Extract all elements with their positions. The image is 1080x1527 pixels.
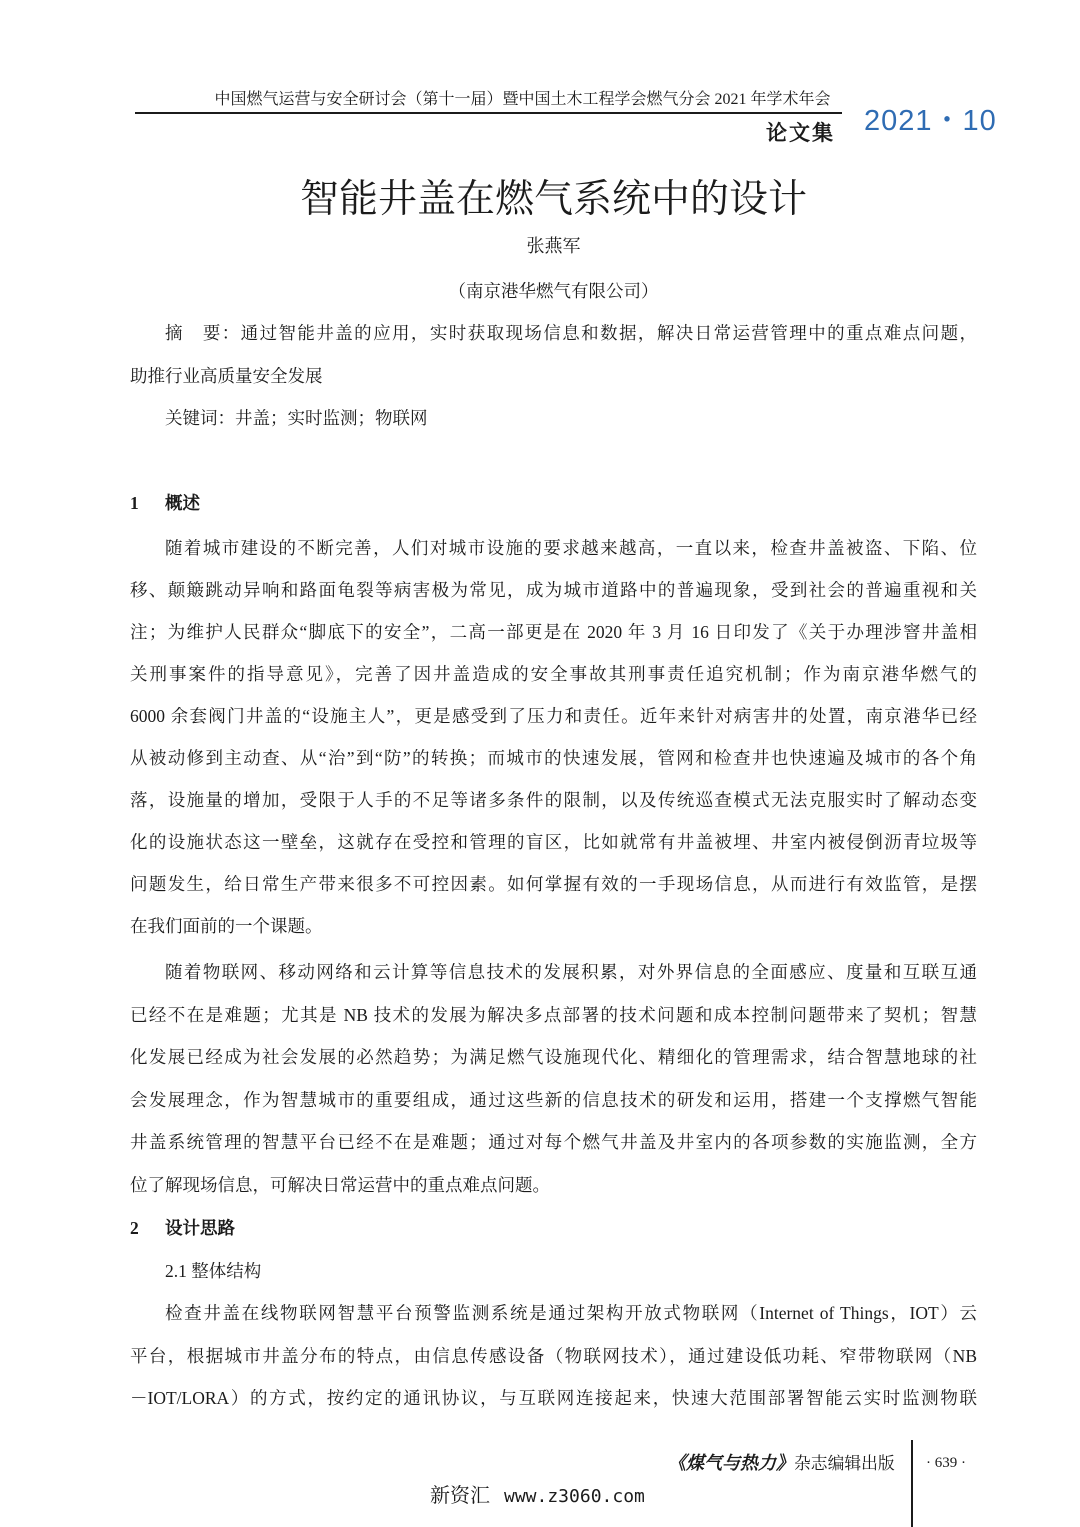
body-text-line: 随着城市建设的不断完善，人们对城市设施的要求越来越高，一直以来，检查井盖被盗、下陷、位	[165, 538, 977, 558]
paragraph	[130, 951, 977, 1207]
body-text-line: 位了解现场信息，可解决日常运营中的重点难点问题。	[130, 1174, 550, 1195]
abstract	[130, 312, 977, 398]
author-name: 张燕军	[526, 236, 581, 256]
abstract-line: 摘 要：通过智能井盖的应用，实时获取现场信息和数据，解决日常运营管理中的重点难点问题，	[165, 323, 977, 343]
watermark	[430, 1483, 645, 1511]
header-rule	[135, 112, 842, 114]
subsection-heading: 2.1 整体结构	[165, 1261, 262, 1281]
body-text-line: 随着物联网、移动网络和云计算等信息技术的发展积累，对外界信息的全面感应、度量和互联互通	[165, 962, 977, 982]
body-text-line: －IOT/LORA）的方式，按约定的通讯协议，与互联网连接起来，快速大范围部署智能云实时监测物联	[130, 1388, 977, 1408]
conference-header: 中国燃气运营与安全研讨会（第十一届）暨中国土木工程学会燃气分会 2021 年学术年会	[214, 91, 831, 108]
paragraph	[130, 527, 977, 947]
watermark-name: 新资汇	[430, 1485, 490, 1507]
body-text-line: 井盖系统管理的智慧平台已经不在是难题；通过对每个燃气井盖及井室内的各项参数的实施监测，全方	[130, 1132, 977, 1153]
keywords	[130, 397, 977, 439]
proceedings-label: 论文集	[766, 121, 835, 145]
body-text-line: 平台，根据城市井盖分布的特点，由信息传感设备（物联网技术），通过建设低功耗、窄带物联网（NB	[130, 1345, 977, 1366]
body-text-line: 化的设施状态这一壁垒，这就存在受控和管理的盲区，比如就常有井盖被埋、井室内被侵倒沥青垃圾等	[130, 832, 977, 852]
paragraph	[130, 1292, 977, 1420]
section-heading	[130, 482, 977, 524]
body-text-line: 关刑事案件的指导意见》，完善了因井盖造成的安全事故其刑事责任追究机制；作为南京港华燃气的	[130, 664, 977, 684]
body-text-line: 在我们面前的一个课题。	[130, 916, 323, 936]
body-text-line: 6000 余套阀门井盖的“设施主人”，更是感受到了压力和责任。近年来针对病害井的处置，南京港华已经	[130, 706, 977, 726]
body-text-line: 化发展已经成为社会发展的必然趋势；为满足燃气设施现代化、精细化的管理需求，结合智慧地球的社	[130, 1047, 977, 1068]
section-heading	[130, 1207, 977, 1249]
publisher-note: 杂志编辑出版	[794, 1454, 895, 1473]
watermark-url: www.z3060.com	[504, 1486, 645, 1507]
section-title: 概述	[165, 493, 200, 513]
body-text-line: 检查井盖在线物联网智慧平台预警监测系统是通过架构开放式物联网（Internet of Things，IOT）云	[165, 1303, 977, 1323]
body-text-line: 注；为维护人民群众“脚底下的安全”，二高一部更是在 2020 年 3 月 16 日印发了《关于办理涉窨井盖相	[130, 622, 977, 642]
body-text-line: 会发展理念，作为智慧城市的重要组成，通过这些新的信息技术的研发和运用，搭建一个支撑燃气智能	[130, 1089, 977, 1110]
publication-credit	[668, 1451, 895, 1477]
journal-title: 《煤气与热力》	[668, 1453, 794, 1473]
body-text-line: 问题发生，给日常生产带来很多不可控因素。如何掌握有效的一手现场信息，从而进行有效监管，是摆	[130, 874, 977, 894]
section-number: 2	[130, 1218, 139, 1238]
keywords-line: 关键词：井盖；实时监测；物联网	[165, 408, 428, 428]
body-text-line: 移、颠簸跳动异响和路面龟裂等病害极为常见，成为城市道路中的普遍现象，受到社会的普遍重视和关	[130, 580, 977, 600]
paper-title: 智能井盖在燃气系统中的设计	[299, 178, 807, 221]
body-text-line: 已经不在是难题；尤其是 NB 技术的发展为解决多点部署的技术问题和成本控制问题带来了契机；智慧	[130, 1004, 977, 1025]
page-number: · 639 ·	[926, 1455, 966, 1471]
abstract-line: 助推行业高质量安全发展	[130, 366, 323, 386]
author-affiliation: （南京港华燃气有限公司）	[448, 281, 659, 301]
footer-divider	[911, 1440, 913, 1527]
issue-date-label: 2021・10	[864, 105, 997, 137]
section-title: 设计思路	[165, 1218, 235, 1238]
body-text-line: 从被动修到主动查、从“治”到“防”的转换；而城市的快速发展，管网和检查井也快速遍及城市的各个角	[130, 748, 977, 768]
section-number: 1	[130, 493, 139, 513]
body-text-line: 落，设施量的增加，受限于人手的不足等诸多条件的限制，以及传统巡查模式无法克服实时了解动态变	[130, 790, 977, 810]
